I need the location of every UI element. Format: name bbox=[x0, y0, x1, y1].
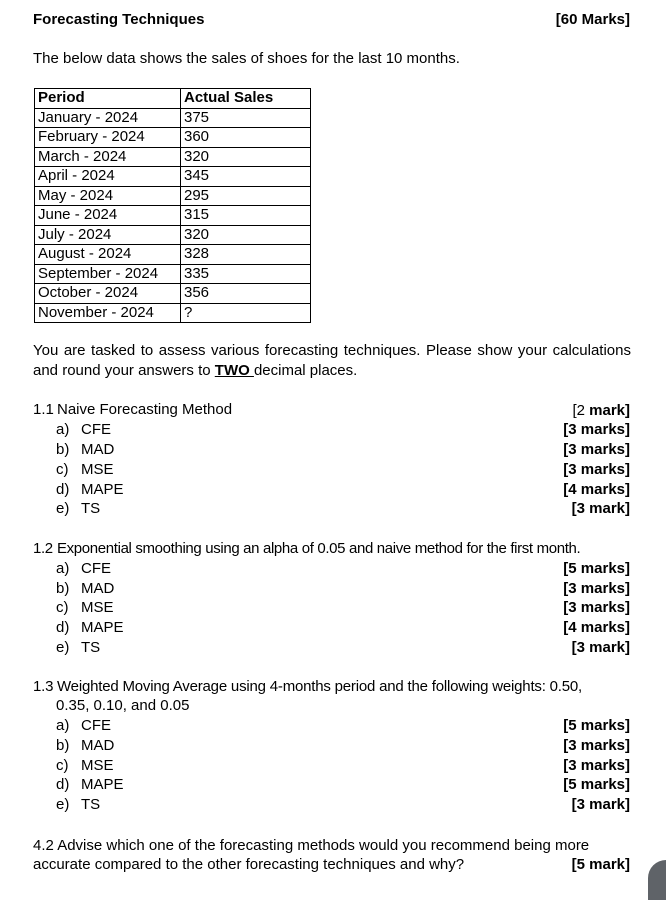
table-row bbox=[35, 147, 311, 167]
instructions-before: You are tasked to assess various forecasting techniques. Please show your calculations and round your answers to bbox=[33, 342, 631, 379]
actual-sales-cell: ? bbox=[181, 303, 311, 323]
section-1-2-item-e-marks: [3 mark] bbox=[571, 639, 630, 656]
section-1-3-item-b bbox=[56, 736, 114, 755]
intro-text: The below data shows the sales of shoes for the last 10 months. bbox=[33, 50, 460, 67]
actual-sales-cell: 335 bbox=[181, 264, 311, 284]
item-text: CFE bbox=[81, 421, 111, 438]
section-1-2-item-b-marks: [3 marks] bbox=[563, 580, 630, 597]
section-1-3-item-a-marks: [5 marks] bbox=[563, 717, 630, 734]
table-row bbox=[35, 303, 311, 323]
table-row bbox=[35, 108, 311, 128]
section-1-2-item-a-marks: [5 marks] bbox=[563, 560, 630, 577]
section-1-1-item-b bbox=[56, 440, 114, 459]
item-label: d) bbox=[56, 776, 70, 793]
period-cell: May - 2024 bbox=[35, 186, 181, 206]
instructions-emphasis: TWO bbox=[214, 362, 254, 379]
section-1-1-item-e bbox=[56, 499, 100, 518]
item-label: b) bbox=[56, 737, 70, 754]
item-text: MAPE bbox=[81, 776, 124, 793]
section-1-3-item-b-marks: [3 marks] bbox=[563, 737, 630, 754]
column-header-period: Period bbox=[35, 89, 181, 109]
item-label: a) bbox=[56, 560, 70, 577]
section-number: 1.2 bbox=[33, 540, 53, 557]
section-1-2-item-c bbox=[56, 598, 114, 617]
section-1-3-title bbox=[33, 677, 582, 697]
section-title-text: Weighted Moving Average using 4-months period and the following weights: 0.50, bbox=[57, 678, 583, 695]
section-1-1-item-d-marks: [4 marks] bbox=[563, 481, 630, 498]
item-label: b) bbox=[56, 580, 70, 597]
section-1-2-item-d bbox=[56, 618, 124, 637]
actual-sales-cell: 315 bbox=[181, 206, 311, 226]
section-number: 1.3 bbox=[33, 678, 54, 695]
table-row bbox=[35, 128, 311, 148]
item-label: e) bbox=[56, 639, 70, 656]
period-cell: February - 2024 bbox=[35, 128, 181, 148]
section-1-3-item-d bbox=[56, 775, 124, 794]
item-label: b) bbox=[56, 441, 70, 458]
item-text: TS bbox=[81, 796, 101, 813]
section-1-1-item-a-marks-row: [3 marks] bbox=[563, 421, 630, 438]
instructions-after: decimal places. bbox=[253, 362, 358, 379]
section-1-2-item-e bbox=[56, 638, 100, 657]
table-row bbox=[35, 167, 311, 187]
item-text: MAPE bbox=[81, 481, 124, 498]
section-number: 1.1 bbox=[33, 401, 54, 418]
item-text: MSE bbox=[81, 757, 114, 774]
section-1-1-title bbox=[33, 400, 232, 420]
section-1-3-item-c-marks: [3 marks] bbox=[563, 757, 630, 774]
section-1-3-title-continuation: 0.35, 0.10, and 0.05 bbox=[56, 697, 190, 714]
item-label: e) bbox=[56, 796, 70, 813]
period-cell: September - 2024 bbox=[35, 264, 181, 284]
section-1-3-item-d-marks: [5 marks] bbox=[563, 776, 630, 793]
table-row bbox=[35, 206, 311, 226]
period-cell: July - 2024 bbox=[35, 225, 181, 245]
marks-bold: mark] bbox=[589, 402, 630, 419]
section-title-text: Exponential smoothing using an alpha of 0.05 and naive method for the first month. bbox=[57, 540, 581, 557]
section-1-2-item-a bbox=[56, 559, 111, 578]
table-row bbox=[35, 225, 311, 245]
marks-open: [2 bbox=[572, 402, 590, 419]
period-cell: January - 2024 bbox=[35, 108, 181, 128]
section-1-1-item-d bbox=[56, 480, 124, 499]
item-label: c) bbox=[56, 757, 69, 774]
actual-sales-cell: 320 bbox=[181, 147, 311, 167]
table-row bbox=[35, 186, 311, 206]
period-cell: March - 2024 bbox=[35, 147, 181, 167]
table-row bbox=[35, 245, 311, 265]
period-cell: June - 2024 bbox=[35, 206, 181, 226]
actual-sales-cell: 375 bbox=[181, 108, 311, 128]
period-cell: November - 2024 bbox=[35, 303, 181, 323]
item-text: MSE bbox=[81, 599, 114, 616]
section-1-3-item-a bbox=[56, 716, 111, 735]
section-1-1-item-b-marks: [3 marks] bbox=[563, 441, 630, 458]
actual-sales-cell: 320 bbox=[181, 225, 311, 245]
section-1-3-item-e-marks: [3 mark] bbox=[571, 796, 630, 813]
item-text: MAPE bbox=[81, 619, 124, 636]
section-1-1-item-c-marks: [3 marks] bbox=[563, 461, 630, 478]
item-label: d) bbox=[56, 619, 70, 636]
section-1-2-item-d-marks: [4 marks] bbox=[563, 619, 630, 636]
table-row bbox=[35, 264, 311, 284]
total-marks: [60 Marks] bbox=[555, 11, 630, 28]
page-title: Forecasting Techniques bbox=[33, 11, 205, 28]
instructions-paragraph bbox=[33, 341, 631, 381]
actual-sales-cell: 345 bbox=[181, 167, 311, 187]
item-label: e) bbox=[56, 500, 70, 517]
section-1-1-item-c bbox=[56, 460, 114, 479]
section-1-2-title bbox=[33, 539, 580, 559]
section-title-text: Naive Forecasting Method bbox=[57, 401, 233, 418]
column-header-actual-sales: Actual Sales bbox=[181, 89, 311, 109]
period-cell: April - 2024 bbox=[35, 167, 181, 187]
section-1-1-item-a-marks bbox=[572, 401, 630, 420]
section-1-2-item-c-marks: [3 marks] bbox=[563, 599, 630, 616]
item-label: c) bbox=[56, 461, 69, 478]
section-1-1-item-a bbox=[56, 420, 111, 439]
actual-sales-cell: 328 bbox=[181, 245, 311, 265]
item-text: MSE bbox=[81, 461, 114, 478]
item-text: CFE bbox=[81, 560, 111, 577]
item-label: d) bbox=[56, 481, 70, 498]
question-4-2-marks: [5 mark] bbox=[571, 856, 630, 873]
section-1-3-item-e bbox=[56, 795, 100, 814]
item-label: a) bbox=[56, 717, 70, 734]
actual-sales-cell: 360 bbox=[181, 128, 311, 148]
period-cell: August - 2024 bbox=[35, 245, 181, 265]
item-text: TS bbox=[81, 639, 101, 656]
scroll-handle[interactable] bbox=[648, 860, 666, 900]
actual-sales-cell: 356 bbox=[181, 284, 311, 304]
item-text: TS bbox=[81, 500, 101, 517]
item-label: c) bbox=[56, 599, 69, 616]
item-text: MAD bbox=[81, 737, 115, 754]
item-text: CFE bbox=[81, 717, 111, 734]
section-1-3-item-c bbox=[56, 756, 114, 775]
item-label: a) bbox=[56, 421, 70, 438]
period-cell: October - 2024 bbox=[35, 284, 181, 304]
actual-sales-cell: 295 bbox=[181, 186, 311, 206]
question-4-2-text: 4.2 Advise which one of the forecasting methods would you recommend being more accurate compared to the other forecasting techniques and why? bbox=[33, 837, 590, 873]
item-text: MAD bbox=[81, 441, 115, 458]
section-1-2-item-b bbox=[56, 579, 114, 598]
sales-table bbox=[34, 88, 311, 323]
table-row bbox=[35, 284, 311, 304]
section-1-1-item-e-marks: [3 mark] bbox=[571, 500, 630, 517]
item-text: MAD bbox=[81, 580, 115, 597]
table-header-row bbox=[35, 89, 311, 109]
